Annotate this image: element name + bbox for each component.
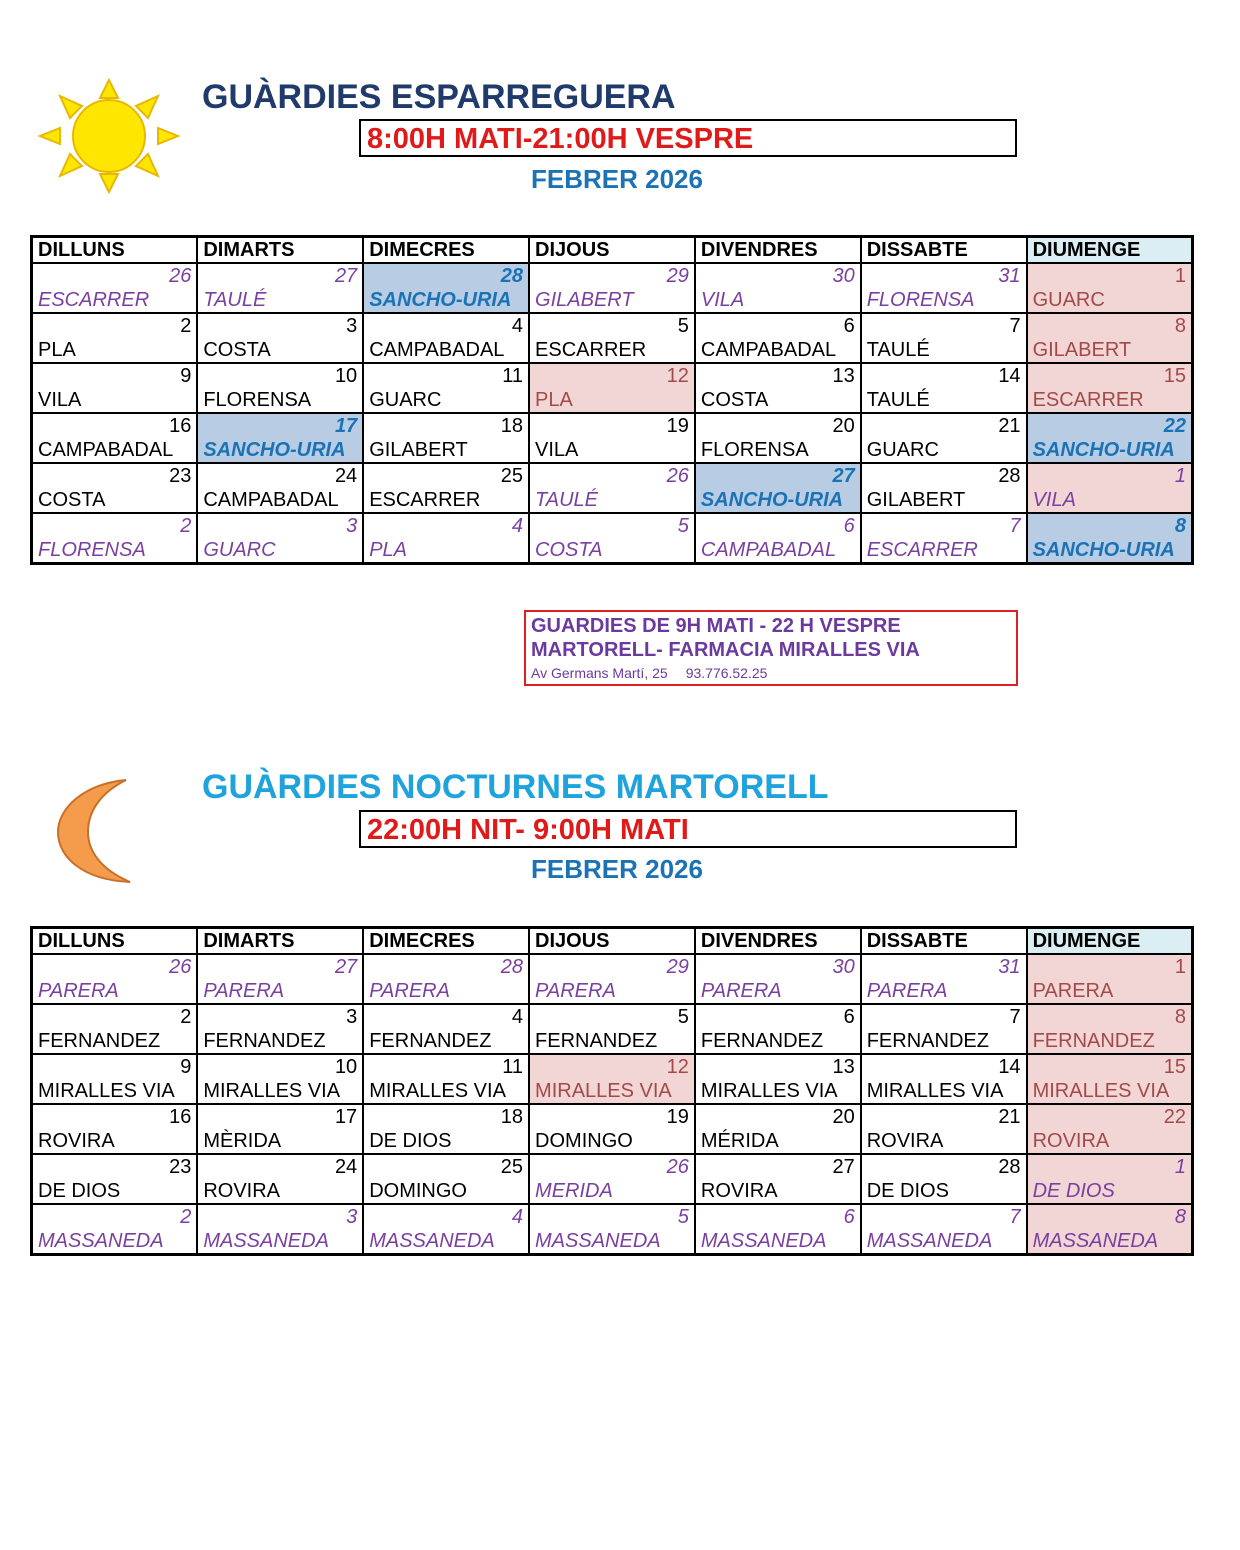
pharmacy-name: SANCHO-URIA <box>1027 538 1193 564</box>
week-day-number-row <box>32 1104 1193 1129</box>
pharmacy-name: CAMPABADAL <box>197 488 363 513</box>
pharmacy-name: SANCHO-URIA <box>695 488 861 513</box>
pharmacy-name: MIRALLES VIA <box>197 1079 363 1104</box>
pharmacy-name: DOMINGO <box>363 1179 529 1204</box>
day-number: 1 <box>1027 463 1193 488</box>
week-pharmacy-row <box>32 1079 1193 1104</box>
week-day-number-row <box>32 1004 1193 1029</box>
pharmacy-name: FLORENSA <box>695 438 861 463</box>
day-number: 14 <box>861 363 1027 388</box>
pharmacy-name: PARERA <box>695 979 861 1004</box>
week-pharmacy-row <box>32 1229 1193 1255</box>
pharmacy-name: CAMPABADAL <box>695 338 861 363</box>
day-number: 8 <box>1027 1004 1193 1029</box>
pharmacy-name: ROVIRA <box>861 1129 1027 1154</box>
day-number: 31 <box>861 954 1027 979</box>
day-number: 26 <box>529 463 695 488</box>
day-number: 13 <box>695 363 861 388</box>
week-pharmacy-row <box>32 438 1193 463</box>
pharmacy-name: GILABERT <box>861 488 1027 513</box>
weekday-dissabte: DISSABTE <box>861 928 1027 955</box>
week-pharmacy-row <box>32 338 1193 363</box>
day-number: 9 <box>32 1054 198 1079</box>
pharmacy-name: MASSANEDA <box>529 1229 695 1255</box>
pharmacy-name: VILA <box>529 438 695 463</box>
day-number: 19 <box>529 1104 695 1129</box>
day-calendar-table <box>30 235 1194 565</box>
day-number: 21 <box>861 413 1027 438</box>
pharmacy-name: MIRALLES VIA <box>1027 1079 1193 1104</box>
martorell-info-box <box>524 610 1018 686</box>
day-number: 2 <box>32 513 198 538</box>
week-day-number-row <box>32 363 1193 388</box>
day-number: 6 <box>695 1204 861 1229</box>
day-number: 16 <box>32 1104 198 1129</box>
day-number: 11 <box>363 1054 529 1079</box>
pharmacy-name: TAULÉ <box>861 388 1027 413</box>
day-number: 28 <box>363 263 529 288</box>
day-number: 10 <box>197 1054 363 1079</box>
day-number: 26 <box>32 263 198 288</box>
day-month-label: FEBRER 2026 <box>531 164 703 194</box>
weekday-dijous: DIJOUS <box>529 928 695 955</box>
pharmacy-name: FLORENSA <box>197 388 363 413</box>
pharmacy-name: VILA <box>695 288 861 313</box>
pharmacy-name: PARERA <box>861 979 1027 1004</box>
day-number: 28 <box>861 463 1027 488</box>
pharmacy-name: ROVIRA <box>1027 1129 1193 1154</box>
day-number: 2 <box>32 1204 198 1229</box>
pharmacy-name: ROVIRA <box>695 1179 861 1204</box>
pharmacy-name: DE DIOS <box>861 1179 1027 1204</box>
pharmacy-name: GUARC <box>363 388 529 413</box>
day-number: 4 <box>363 1004 529 1029</box>
day-number: 27 <box>197 954 363 979</box>
weekday-divendres: DIVENDRES <box>695 928 861 955</box>
day-number: 30 <box>695 263 861 288</box>
day-number: 7 <box>861 313 1027 338</box>
day-number: 6 <box>695 513 861 538</box>
night-calendar-table <box>30 926 1194 1256</box>
pharmacy-name: PARERA <box>529 979 695 1004</box>
day-number: 8 <box>1027 513 1193 538</box>
pharmacy-name: VILA <box>1027 488 1193 513</box>
pharmacy-name: FERNANDEZ <box>363 1029 529 1054</box>
pharmacy-name: ROVIRA <box>32 1129 198 1154</box>
pharmacy-name: MIRALLES VIA <box>861 1079 1027 1104</box>
pharmacy-name: GUARC <box>861 438 1027 463</box>
pharmacy-name: ESCARRER <box>363 488 529 513</box>
pharmacy-name: GILABERT <box>363 438 529 463</box>
pharmacy-name: PARERA <box>363 979 529 1004</box>
day-number: 27 <box>197 263 363 288</box>
pharmacy-name: MASSANEDA <box>695 1229 861 1255</box>
pharmacy-name: DE DIOS <box>32 1179 198 1204</box>
day-hours-box: 8:00H MATI-21:00H VESPRE <box>359 119 1017 157</box>
pharmacy-name: DE DIOS <box>363 1129 529 1154</box>
day-number: 3 <box>197 513 363 538</box>
night-title: GUÀRDIES NOCTURNES MARTORELL <box>202 768 829 806</box>
week-day-number-row <box>32 263 1193 288</box>
pharmacy-name: PLA <box>363 538 529 564</box>
day-number: 22 <box>1027 1104 1193 1129</box>
pharmacy-name: ESCARRER <box>529 338 695 363</box>
day-number: 7 <box>861 513 1027 538</box>
moon-icon <box>54 778 136 886</box>
day-number: 7 <box>861 1204 1027 1229</box>
day-number: 26 <box>529 1154 695 1179</box>
pharmacy-name: ROVIRA <box>197 1179 363 1204</box>
day-number: 17 <box>197 413 363 438</box>
pharmacy-name: PLA <box>529 388 695 413</box>
week-pharmacy-row <box>32 1129 1193 1154</box>
week-pharmacy-row <box>32 488 1193 513</box>
day-number: 4 <box>363 513 529 538</box>
day-number: 7 <box>861 1004 1027 1029</box>
pharmacy-name: FERNANDEZ <box>32 1029 198 1054</box>
pharmacy-name: PARERA <box>1027 979 1193 1004</box>
day-number: 2 <box>32 313 198 338</box>
day-number: 10 <box>197 363 363 388</box>
week-day-number-row <box>32 1154 1193 1179</box>
pharmacy-name: TAULÉ <box>861 338 1027 363</box>
day-number: 20 <box>695 413 861 438</box>
pharmacy-name: DE DIOS <box>1027 1179 1193 1204</box>
pharmacy-name: COSTA <box>197 338 363 363</box>
info-hours: GUARDIES DE 9H MATI - 22 H VESPRE <box>531 615 901 637</box>
day-number: 17 <box>197 1104 363 1129</box>
week-day-number-row <box>32 513 1193 538</box>
week-pharmacy-row <box>32 1029 1193 1054</box>
pharmacy-name: TAULÉ <box>529 488 695 513</box>
day-title: GUÀRDIES ESPARREGUERA <box>202 78 676 116</box>
day-number: 28 <box>861 1154 1027 1179</box>
day-number: 12 <box>529 1054 695 1079</box>
day-number: 8 <box>1027 313 1193 338</box>
pharmacy-name: FLORENSA <box>861 288 1027 313</box>
sun-icon <box>38 78 180 196</box>
day-number: 5 <box>529 1204 695 1229</box>
pharmacy-name: CAMPABADAL <box>363 338 529 363</box>
day-number: 18 <box>363 1104 529 1129</box>
day-number: 24 <box>197 1154 363 1179</box>
pharmacy-name: MASSANEDA <box>197 1229 363 1255</box>
day-number: 5 <box>529 513 695 538</box>
week-day-number-row <box>32 463 1193 488</box>
weekday-dijous: DIJOUS <box>529 237 695 264</box>
pharmacy-name: CAMPABADAL <box>32 438 198 463</box>
pharmacy-name: MASSANEDA <box>861 1229 1027 1255</box>
day-number: 8 <box>1027 1204 1193 1229</box>
pharmacy-name: FERNANDEZ <box>1027 1029 1193 1054</box>
day-number: 1 <box>1027 1154 1193 1179</box>
pharmacy-name: ESCARRER <box>1027 388 1193 413</box>
day-number: 18 <box>363 413 529 438</box>
day-number: 11 <box>363 363 529 388</box>
week-pharmacy-row <box>32 979 1193 1004</box>
pharmacy-name: FERNANDEZ <box>197 1029 363 1054</box>
day-number: 1 <box>1027 954 1193 979</box>
pharmacy-name: COSTA <box>529 538 695 564</box>
weekday-diumenge: DIUMENGE <box>1027 237 1193 264</box>
pharmacy-name: GILABERT <box>529 288 695 313</box>
pharmacy-name: SANCHO-URIA <box>1027 438 1193 463</box>
day-number: 31 <box>861 263 1027 288</box>
pharmacy-name: FLORENSA <box>32 538 198 564</box>
day-number: 27 <box>695 1154 861 1179</box>
pharmacy-name: MÉRIDA <box>695 1129 861 1154</box>
day-number: 6 <box>695 1004 861 1029</box>
day-number: 23 <box>32 1154 198 1179</box>
pharmacy-name: PARERA <box>32 979 198 1004</box>
pharmacy-name: GUARC <box>197 538 363 564</box>
pharmacy-name: GUARC <box>1027 288 1193 313</box>
day-number: 3 <box>197 1004 363 1029</box>
day-number: 3 <box>197 1204 363 1229</box>
day-number: 4 <box>363 313 529 338</box>
day-number: 13 <box>695 1054 861 1079</box>
week-pharmacy-row <box>32 288 1193 313</box>
weekday-dimarts: DIMARTS <box>197 928 363 955</box>
day-number: 15 <box>1027 363 1193 388</box>
pharmacy-name: ESCARRER <box>32 288 198 313</box>
weekday-dimecres: DIMECRES <box>363 237 529 264</box>
weekday-dissabte: DISSABTE <box>861 237 1027 264</box>
day-number: 14 <box>861 1054 1027 1079</box>
info-address: Av Germans Martí, 25 <box>531 665 668 681</box>
day-number: 25 <box>363 1154 529 1179</box>
week-pharmacy-row <box>32 1179 1193 1204</box>
day-number: 27 <box>695 463 861 488</box>
weekday-divendres: DIVENDRES <box>695 237 861 264</box>
day-number: 12 <box>529 363 695 388</box>
pharmacy-name: MIRALLES VIA <box>695 1079 861 1104</box>
day-number: 3 <box>197 313 363 338</box>
day-number: 29 <box>529 263 695 288</box>
pharmacy-name: PARERA <box>197 979 363 1004</box>
pharmacy-name: MIRALLES VIA <box>32 1079 198 1104</box>
pharmacy-name: MERIDA <box>529 1179 695 1204</box>
pharmacy-name: TAULÉ <box>197 288 363 313</box>
day-number: 4 <box>363 1204 529 1229</box>
weekday-header-row <box>32 237 1193 264</box>
pharmacy-name: MIRALLES VIA <box>363 1079 529 1104</box>
weekday-dimecres: DIMECRES <box>363 928 529 955</box>
day-number: 28 <box>363 954 529 979</box>
day-number: 5 <box>529 1004 695 1029</box>
day-number: 23 <box>32 463 198 488</box>
info-phone: 93.776.52.25 <box>685 665 768 681</box>
day-number: 30 <box>695 954 861 979</box>
pharmacy-name: PLA <box>32 338 198 363</box>
pharmacy-name: SANCHO-URIA <box>363 288 529 313</box>
pharmacy-name: MASSANEDA <box>363 1229 529 1255</box>
weekday-header-row <box>32 928 1193 955</box>
pharmacy-name: COSTA <box>695 388 861 413</box>
day-number: 20 <box>695 1104 861 1129</box>
night-hours-box: 22:00H NIT- 9:00H MATI <box>359 810 1017 848</box>
weekday-dilluns: DILLUNS <box>32 237 198 264</box>
pharmacy-name: DOMINGO <box>529 1129 695 1154</box>
weekday-dilluns: DILLUNS <box>32 928 198 955</box>
week-day-number-row <box>32 313 1193 338</box>
day-number: 25 <box>363 463 529 488</box>
day-number: 29 <box>529 954 695 979</box>
pharmacy-name: GILABERT <box>1027 338 1193 363</box>
day-number: 5 <box>529 313 695 338</box>
pharmacy-name: MÈRIDA <box>197 1129 363 1154</box>
day-number: 26 <box>32 954 198 979</box>
day-number: 22 <box>1027 413 1193 438</box>
day-number: 6 <box>695 313 861 338</box>
pharmacy-name: FERNANDEZ <box>695 1029 861 1054</box>
pharmacy-name: COSTA <box>32 488 198 513</box>
info-contact <box>531 662 1011 684</box>
week-day-number-row <box>32 1054 1193 1079</box>
pharmacy-name: MASSANEDA <box>32 1229 198 1255</box>
day-number: 15 <box>1027 1054 1193 1079</box>
day-number: 24 <box>197 463 363 488</box>
week-pharmacy-row <box>32 388 1193 413</box>
day-number: 19 <box>529 413 695 438</box>
pharmacy-name: ESCARRER <box>861 538 1027 564</box>
day-number: 16 <box>32 413 198 438</box>
day-number: 2 <box>32 1004 198 1029</box>
pharmacy-name: MASSANEDA <box>1027 1229 1193 1255</box>
pharmacy-name: SANCHO-URIA <box>197 438 363 463</box>
info-pharmacy: MARTORELL- FARMACIA MIRALLES VIA <box>531 639 920 661</box>
day-number: 21 <box>861 1104 1027 1129</box>
pharmacy-name: FERNANDEZ <box>529 1029 695 1054</box>
week-day-number-row <box>32 413 1193 438</box>
weekday-dimarts: DIMARTS <box>197 237 363 264</box>
day-number: 9 <box>32 363 198 388</box>
night-month-label: FEBRER 2026 <box>531 854 703 884</box>
pharmacy-name: FERNANDEZ <box>861 1029 1027 1054</box>
week-pharmacy-row <box>32 538 1193 564</box>
weekday-diumenge: DIUMENGE <box>1027 928 1193 955</box>
day-number: 1 <box>1027 263 1193 288</box>
week-day-number-row <box>32 954 1193 979</box>
pharmacy-name: CAMPABADAL <box>695 538 861 564</box>
week-day-number-row <box>32 1204 1193 1229</box>
pharmacy-name: MIRALLES VIA <box>529 1079 695 1104</box>
pharmacy-name: VILA <box>32 388 198 413</box>
